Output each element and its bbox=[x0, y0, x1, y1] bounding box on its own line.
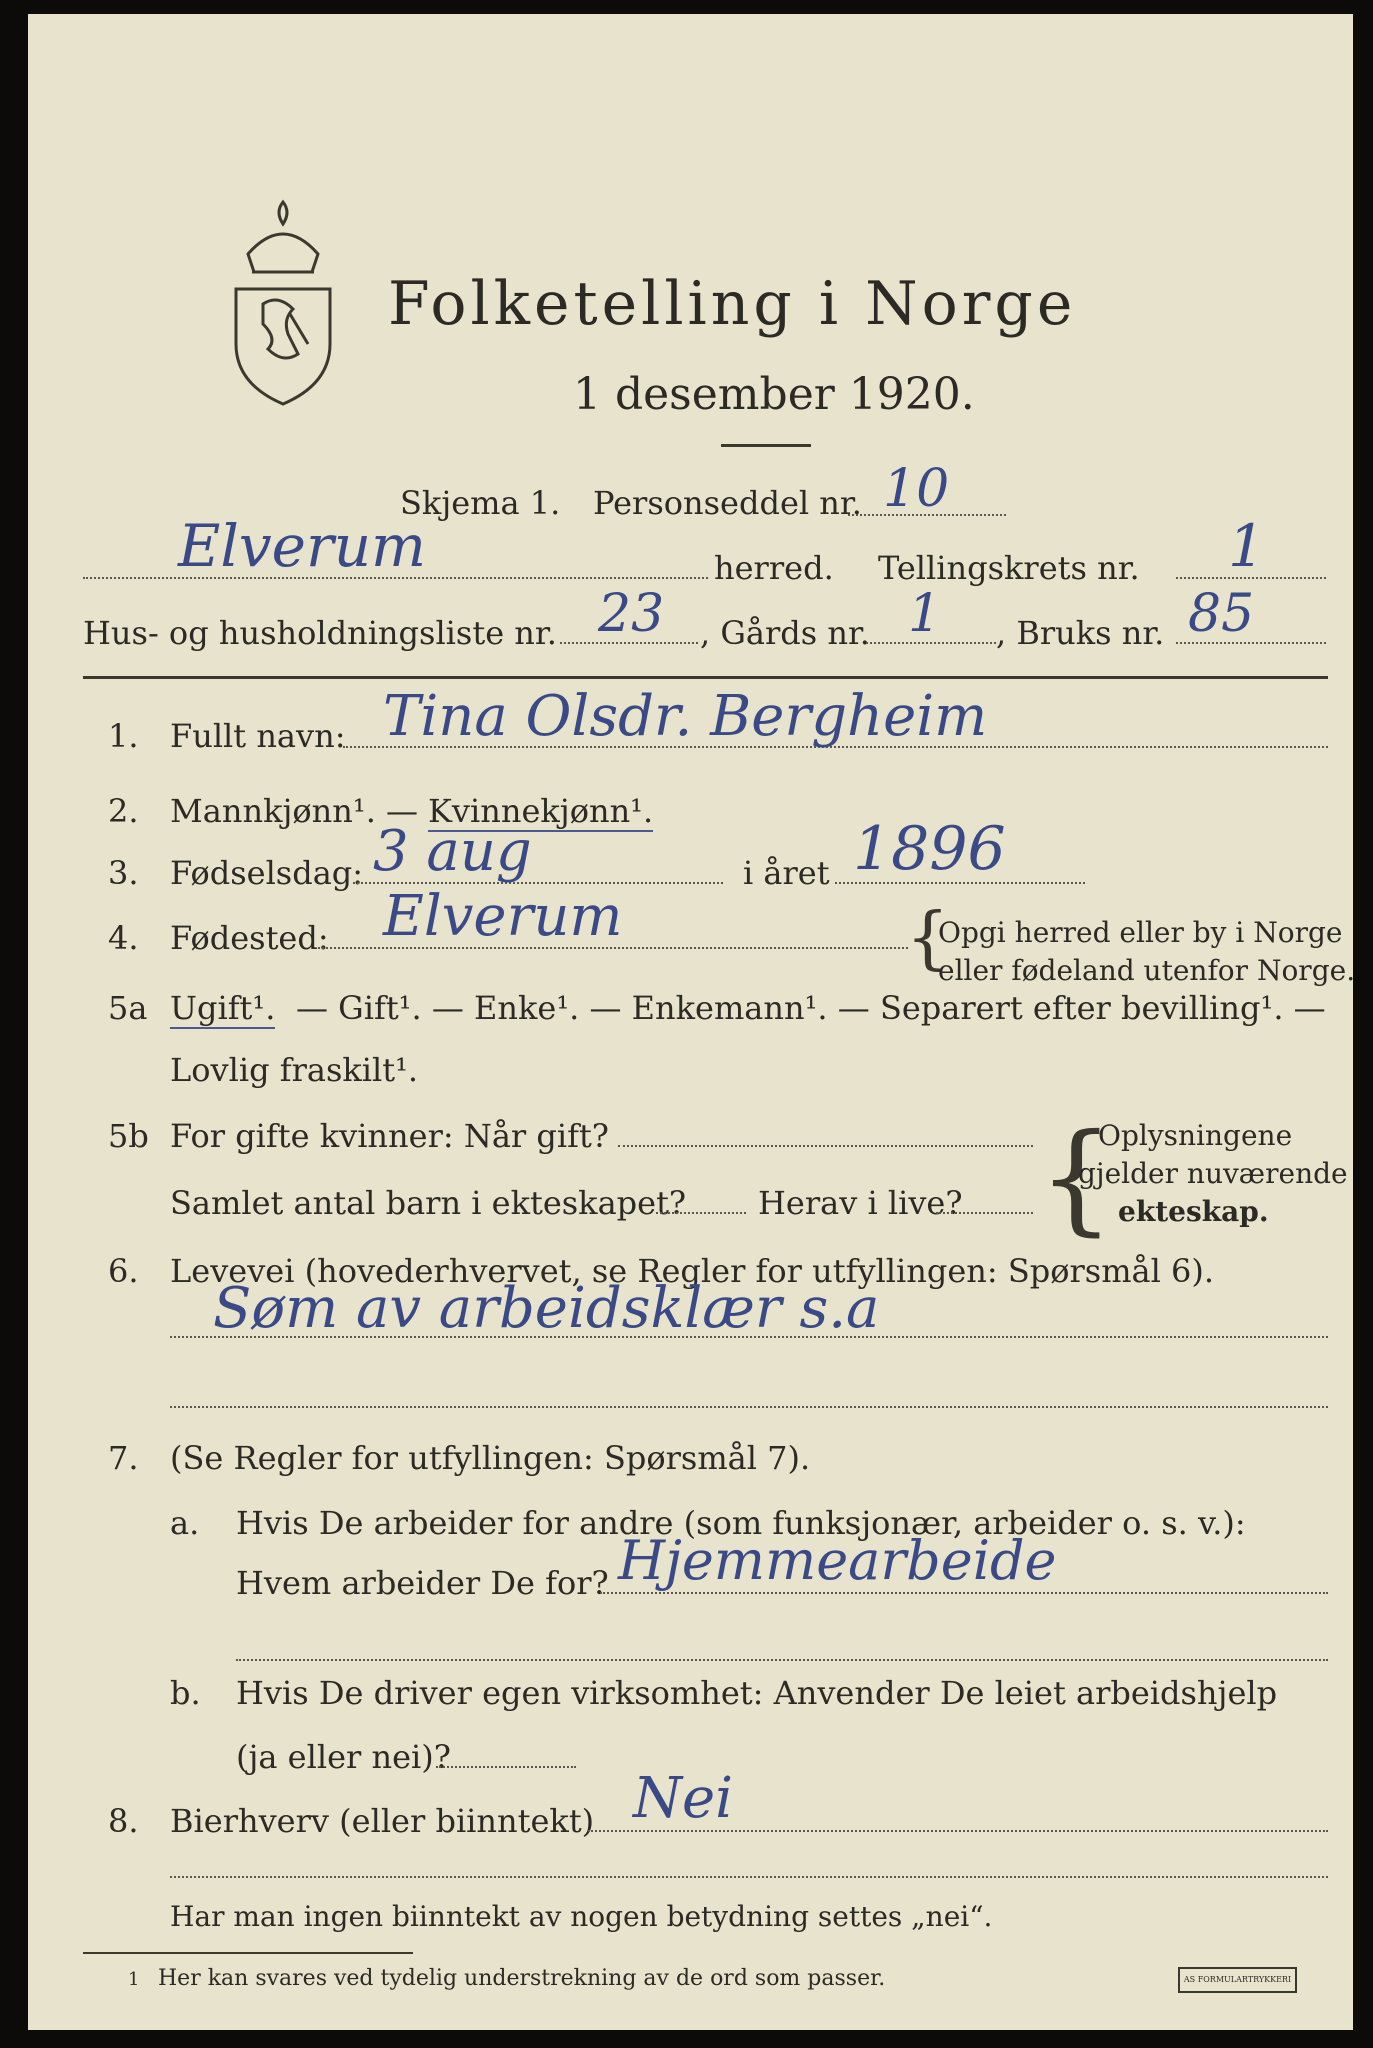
q4-number: 4. bbox=[108, 919, 139, 957]
census-form bbox=[28, 14, 1356, 2030]
husliste-value: 23 bbox=[598, 584, 665, 644]
q7b-question: Hvis De driver egen virksomhet: Anvender De leiet arbeidshjelp bbox=[236, 1674, 1278, 1712]
footnote-text: Her kan svares ved tydelig understrekning av de ord som passer. bbox=[158, 1966, 886, 1991]
q7b-number: b. bbox=[170, 1674, 201, 1712]
gards-value: 1 bbox=[908, 584, 942, 644]
printer-stamp bbox=[1178, 1967, 1297, 1993]
footnote-divider bbox=[83, 1952, 413, 1954]
side-income-field-2[interactable] bbox=[170, 1876, 1328, 1878]
q8-number: 8. bbox=[108, 1802, 139, 1840]
employer-value: Hjemmearbeide bbox=[618, 1529, 1057, 1592]
q6-number: 6. bbox=[108, 1252, 139, 1290]
form-title: Folketelling i Norge bbox=[388, 269, 1077, 339]
birthplace-label: Fødested: bbox=[170, 919, 329, 957]
birthplace-note-line1: Opgi herred eller by i Norge bbox=[938, 916, 1343, 949]
occupation-value: Søm av arbeidsklær s.a bbox=[213, 1276, 880, 1341]
q1-number: 1. bbox=[108, 717, 139, 755]
birthday-label: Fødselsdag: bbox=[170, 854, 364, 892]
side-income-value: Nei bbox=[633, 1766, 734, 1831]
q5b-note-brace: { bbox=[1038, 1109, 1115, 1248]
employer-field-2[interactable] bbox=[236, 1659, 1328, 1661]
schema-label: Skjema 1. bbox=[400, 484, 561, 522]
gards-label: , Gårds nr. bbox=[700, 614, 870, 652]
bruks-value: 85 bbox=[1188, 584, 1255, 644]
married-when-label: For gifte kvinner: Når gift? bbox=[170, 1117, 609, 1155]
children-alive-label: Herav i live? bbox=[758, 1184, 963, 1222]
children-count-field[interactable] bbox=[656, 1212, 746, 1214]
title-divider bbox=[721, 444, 811, 447]
q5b-note-line1: Oplysningene bbox=[1098, 1119, 1293, 1152]
q5b-number: 5b bbox=[108, 1117, 149, 1155]
header-divider bbox=[83, 676, 1328, 679]
married-when-field[interactable] bbox=[618, 1145, 1033, 1147]
bruks-label: , Bruks nr. bbox=[996, 614, 1165, 652]
q2-number: 2. bbox=[108, 792, 139, 830]
q7a-question: Hvis De arbeider for andre (som funksjonær, arbeider o. s. v.): bbox=[236, 1504, 1246, 1542]
birth-year-label: i året bbox=[743, 854, 830, 892]
printer-stamp-text: AS FORMULARTRYKKERI bbox=[1183, 1975, 1292, 1984]
q7-number: 7. bbox=[108, 1439, 139, 1477]
birthday-value: 3 aug bbox=[373, 819, 532, 884]
coat-of-arms-icon bbox=[228, 194, 338, 414]
occupation-label: Levevei (hovederhvervet, se Regler for utfyllingen: Spørsmål 6). bbox=[170, 1252, 1215, 1290]
children-alive-field[interactable] bbox=[936, 1212, 1033, 1214]
birthplace-note-brace: { bbox=[906, 899, 950, 978]
q7-label: (Se Regler for utfyllingen: Spørsmål 7). bbox=[170, 1439, 811, 1477]
gender-female[interactable]: Kvinnekjønn¹. bbox=[428, 792, 654, 830]
hired-help-label: (ja eller nei)? bbox=[236, 1738, 451, 1776]
q5a-number: 5a bbox=[108, 989, 148, 1027]
census-date: 1 desember 1920. bbox=[573, 369, 975, 420]
side-income-label: Bierhverv (eller biinntekt) bbox=[170, 1802, 595, 1840]
status-ugift[interactable]: Ugift¹. bbox=[170, 989, 276, 1027]
herred-value: Elverum bbox=[178, 512, 427, 580]
q3-number: 3. bbox=[108, 854, 139, 892]
status-lovlig-fraskilt[interactable]: Lovlig fraskilt¹. bbox=[170, 1051, 419, 1089]
herred-label: herred. bbox=[714, 549, 834, 587]
tellingskrets-label: Tellingskrets nr. bbox=[878, 549, 1140, 587]
tellingskrets-value: 1 bbox=[1228, 512, 1265, 580]
birthplace-value: Elverum bbox=[383, 884, 623, 949]
marital-status-options[interactable]: — Gift¹. — Enke¹. — Enkemann¹. — Separert efter bevilling¹. — bbox=[296, 989, 1326, 1027]
footnote-mark: 1 bbox=[128, 1969, 140, 1990]
full-name-value: Tina Olsdr. Bergheim bbox=[383, 684, 988, 749]
gender-male[interactable]: Mannkjønn¹. — bbox=[170, 792, 419, 830]
personseddel-value: 10 bbox=[883, 459, 950, 519]
q5b-note-line2: gjelder nuværende bbox=[1078, 1157, 1348, 1190]
husliste-label: Hus- og husholdningsliste nr. bbox=[83, 614, 557, 652]
personseddel-label: Personseddel nr. bbox=[593, 484, 862, 522]
hired-help-field[interactable] bbox=[436, 1766, 576, 1768]
employer-field[interactable] bbox=[600, 1592, 1328, 1594]
q5b-note-line3: ekteskap. bbox=[1118, 1195, 1269, 1228]
birthplace-note-line2: eller fødeland utenfor Norge. bbox=[938, 954, 1356, 987]
birth-year-value: 1896 bbox=[853, 814, 1006, 884]
q7a-number: a. bbox=[170, 1504, 200, 1542]
employer-label: Hvem arbeider De for? bbox=[236, 1564, 609, 1602]
occupation-field-2[interactable] bbox=[170, 1406, 1328, 1408]
children-count-label: Samlet antal barn i ekteskapet? bbox=[170, 1184, 687, 1222]
side-income-note: Har man ingen biinntekt av nogen betydning settes „nei“. bbox=[170, 1900, 993, 1933]
q1-label: Fullt navn: bbox=[170, 717, 346, 755]
